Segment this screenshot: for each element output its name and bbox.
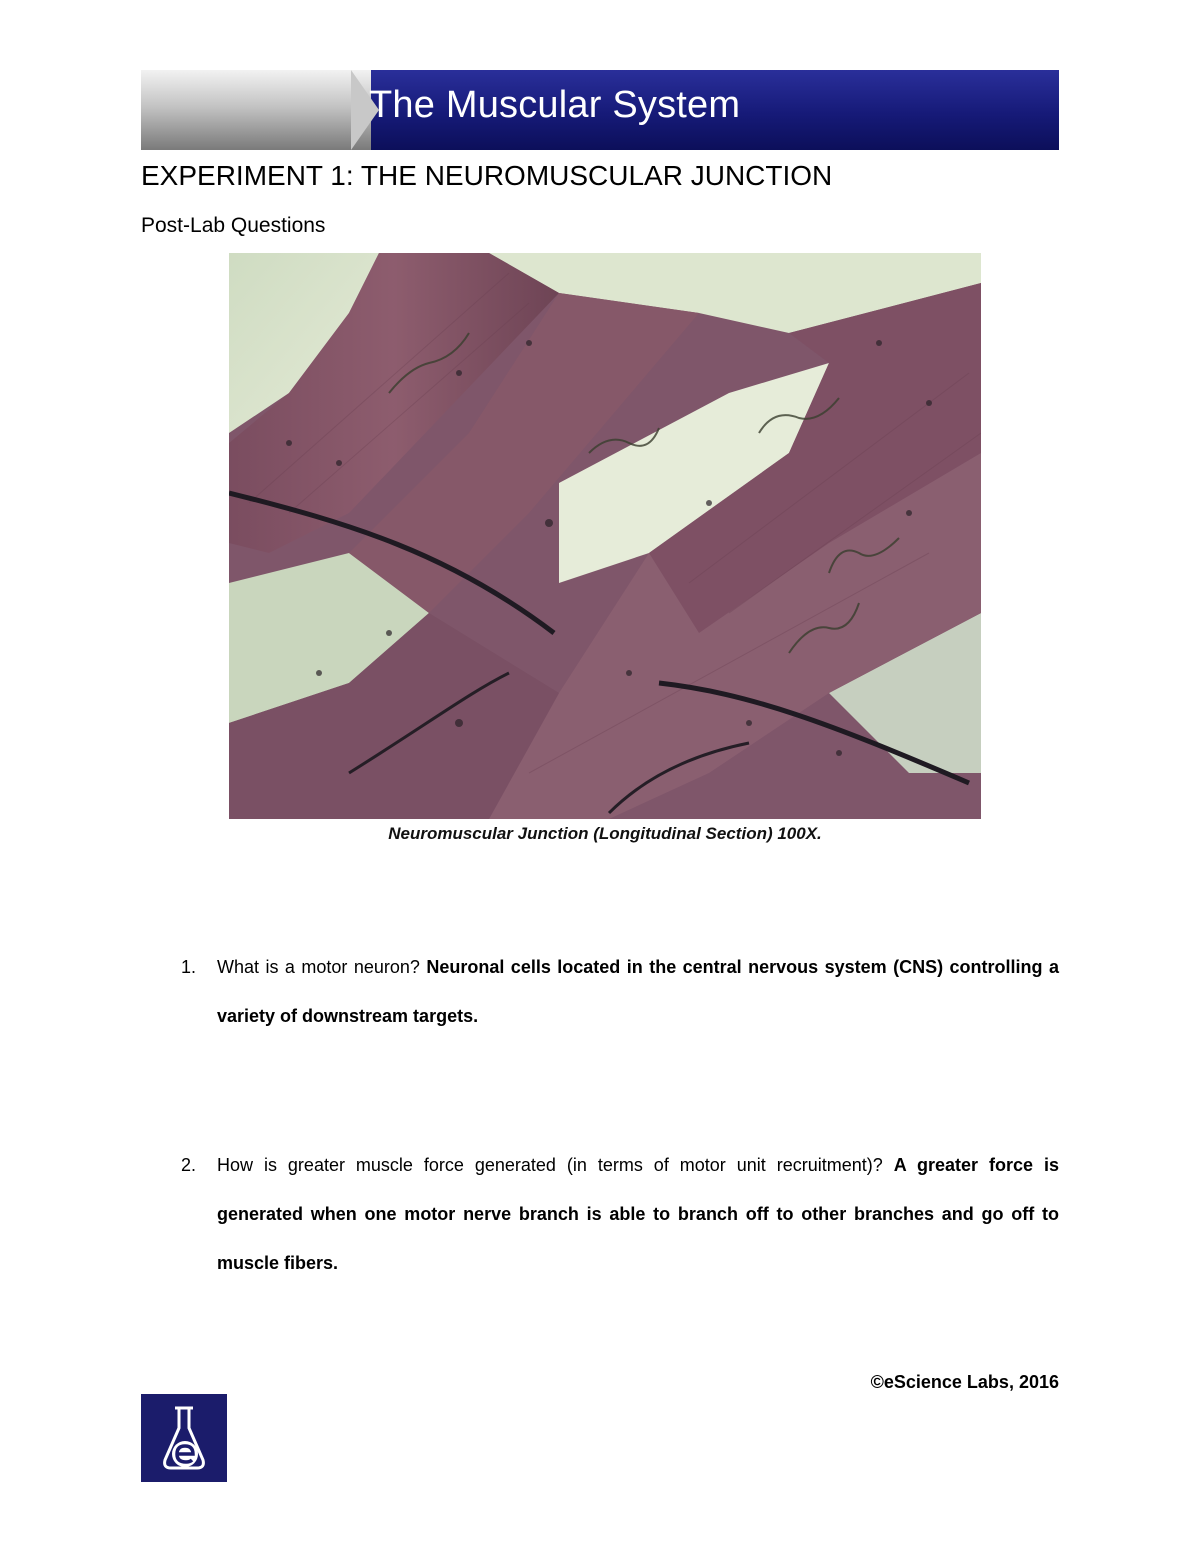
logo-graphic: [141, 1394, 227, 1482]
question-1: [141, 943, 1059, 1041]
figure-caption: Neuromuscular Junction (Longitudinal Section) 100X.: [388, 824, 822, 843]
banner-gray-panel: [141, 70, 371, 150]
question-1-text: What is a motor neuron?: [217, 957, 420, 977]
question-2: [141, 1141, 1059, 1288]
experiment-title: EXPERIMENT 1: THE NEUROMUSCULAR JUNCTION: [141, 160, 833, 191]
question-2-body: [217, 1141, 1059, 1288]
banner-title: The Muscular System: [369, 84, 741, 126]
question-1-body: [217, 943, 1059, 1041]
question-1-answer: Neuronal cells located in the central nervous system (CNS) controlling a variety of downstream targets.: [217, 957, 1059, 1026]
micrograph-illustration: [229, 253, 981, 819]
flask-e-logo-icon: [141, 1394, 227, 1482]
question-2-text: How is greater muscle force generated (in terms of motor unit recruitment)?: [217, 1155, 883, 1175]
header-banner: [141, 70, 1059, 150]
question-2-answer: A greater force is generated when one motor nerve branch is able to branch off to other branches and go off to muscle fibers.: [217, 1155, 1059, 1273]
section-heading: Post-Lab Questions: [141, 214, 326, 237]
micrograph-image: [229, 253, 981, 819]
question-1-number: 1.: [181, 957, 197, 977]
question-2-number: 2.: [181, 1155, 197, 1175]
copyright-notice: ©eScience Labs, 2016: [870, 1372, 1059, 1392]
